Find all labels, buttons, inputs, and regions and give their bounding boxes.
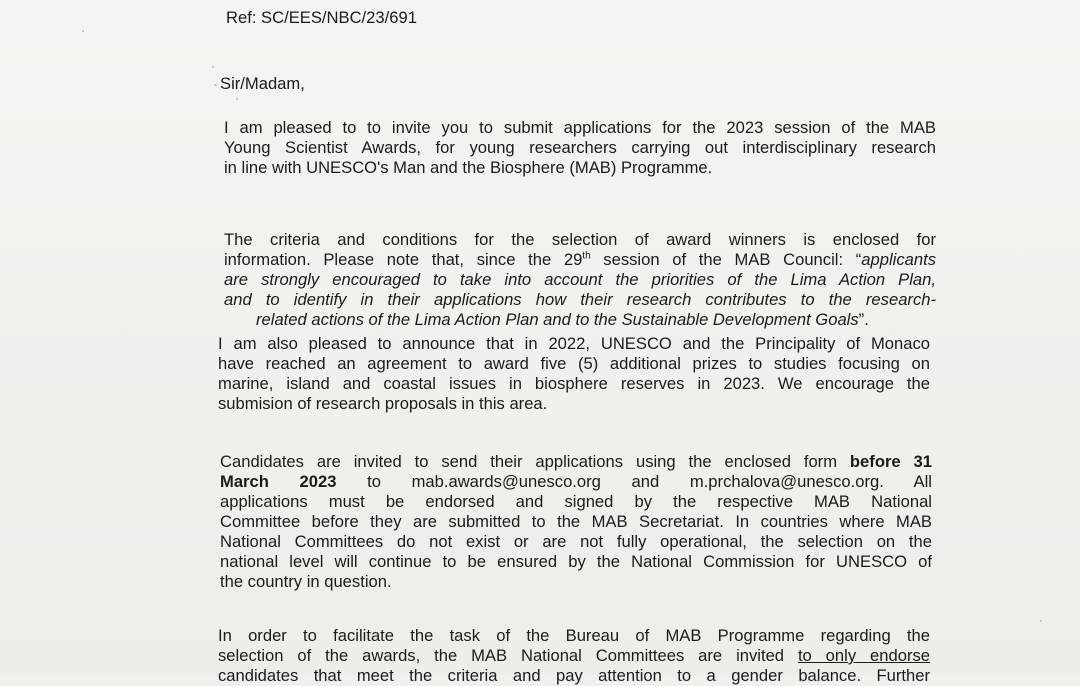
paragraph-line: in line with UNESCO's Man and the Biosphere (MAB) Programme. (224, 158, 713, 177)
reference-number: Ref: SC/EES/NBC/23/691 (226, 8, 417, 27)
paragraph-line: I am pleased to to invite you to submit applications for the 2023 session of the MAB (224, 118, 936, 137)
paragraph-line: Committee before they are submitted to the MAB Secretariat. In countries where MAB (220, 512, 932, 531)
paragraph-line: selection of the awards, the MAB National Committees are invited to only endorse (218, 646, 930, 665)
paragraph-bureau (218, 626, 930, 686)
paragraph-line: The criteria and conditions for the selection of award winners is enclosed for (224, 230, 936, 249)
paragraph-line: applications must be endorsed and signed by the respective MAB National (220, 492, 932, 511)
salutation: Sir/Madam, (220, 74, 305, 93)
paragraph-line: national level will continue to be ensured by the National Commission for UNESCO of (220, 552, 932, 571)
paragraph-line: have reached an agreement to award five (5) additional prizes to studies focusing on (218, 354, 930, 373)
paragraph-line: Young Scientist Awards, for young researchers carrying out interdisciplinary research (224, 138, 936, 157)
scan-speck (236, 98, 238, 100)
paragraph-submission (220, 452, 932, 592)
paragraph-line: Candidates are invited to send their applications using the enclosed form before 31 (220, 452, 932, 471)
scan-speck (214, 84, 217, 86)
paragraph-line: the country in question. (220, 572, 392, 591)
paragraph-line: submision of research proposals in this area. (218, 394, 548, 413)
scan-speck (82, 30, 84, 32)
paragraph-criteria (224, 230, 936, 330)
paragraph-line: information. Please note that, since the 29th session of the MAB Council: “applicants (224, 250, 936, 269)
scan-speck (1040, 620, 1042, 622)
paragraph-line: In order to facilitate the task of the Bureau of MAB Programme regarding the (218, 626, 930, 645)
scan-speck (212, 66, 214, 68)
paragraph-invitation (224, 118, 936, 178)
paragraph-line: are strongly encouraged to take into account the priorities of the Lima Action Plan, (224, 270, 936, 289)
paragraph-line: I am also pleased to announce that in 2022, UNESCO and the Principality of Monaco (218, 334, 930, 353)
paragraph-line: marine, island and coastal issues in biosphere reserves in 2023. We encourage the (218, 374, 930, 393)
paragraph-line: candidates that meet the criteria and pay attention to a gender balance. Further (218, 666, 930, 685)
paragraph-line: related actions of the Lima Action Plan and to the Sustainable Development Goals”. (256, 310, 869, 329)
paragraph-line: March 2023 to mab.awards@unesco.org and m.prchalova@unesco.org. All (220, 472, 932, 491)
paragraph-line: National Committees do not exist or are not fully operational, the selection on the (220, 532, 932, 551)
paragraph-monaco-prizes (218, 334, 930, 414)
paragraph-line: and to identify in their applications how their research contributes to the research- (224, 290, 936, 309)
